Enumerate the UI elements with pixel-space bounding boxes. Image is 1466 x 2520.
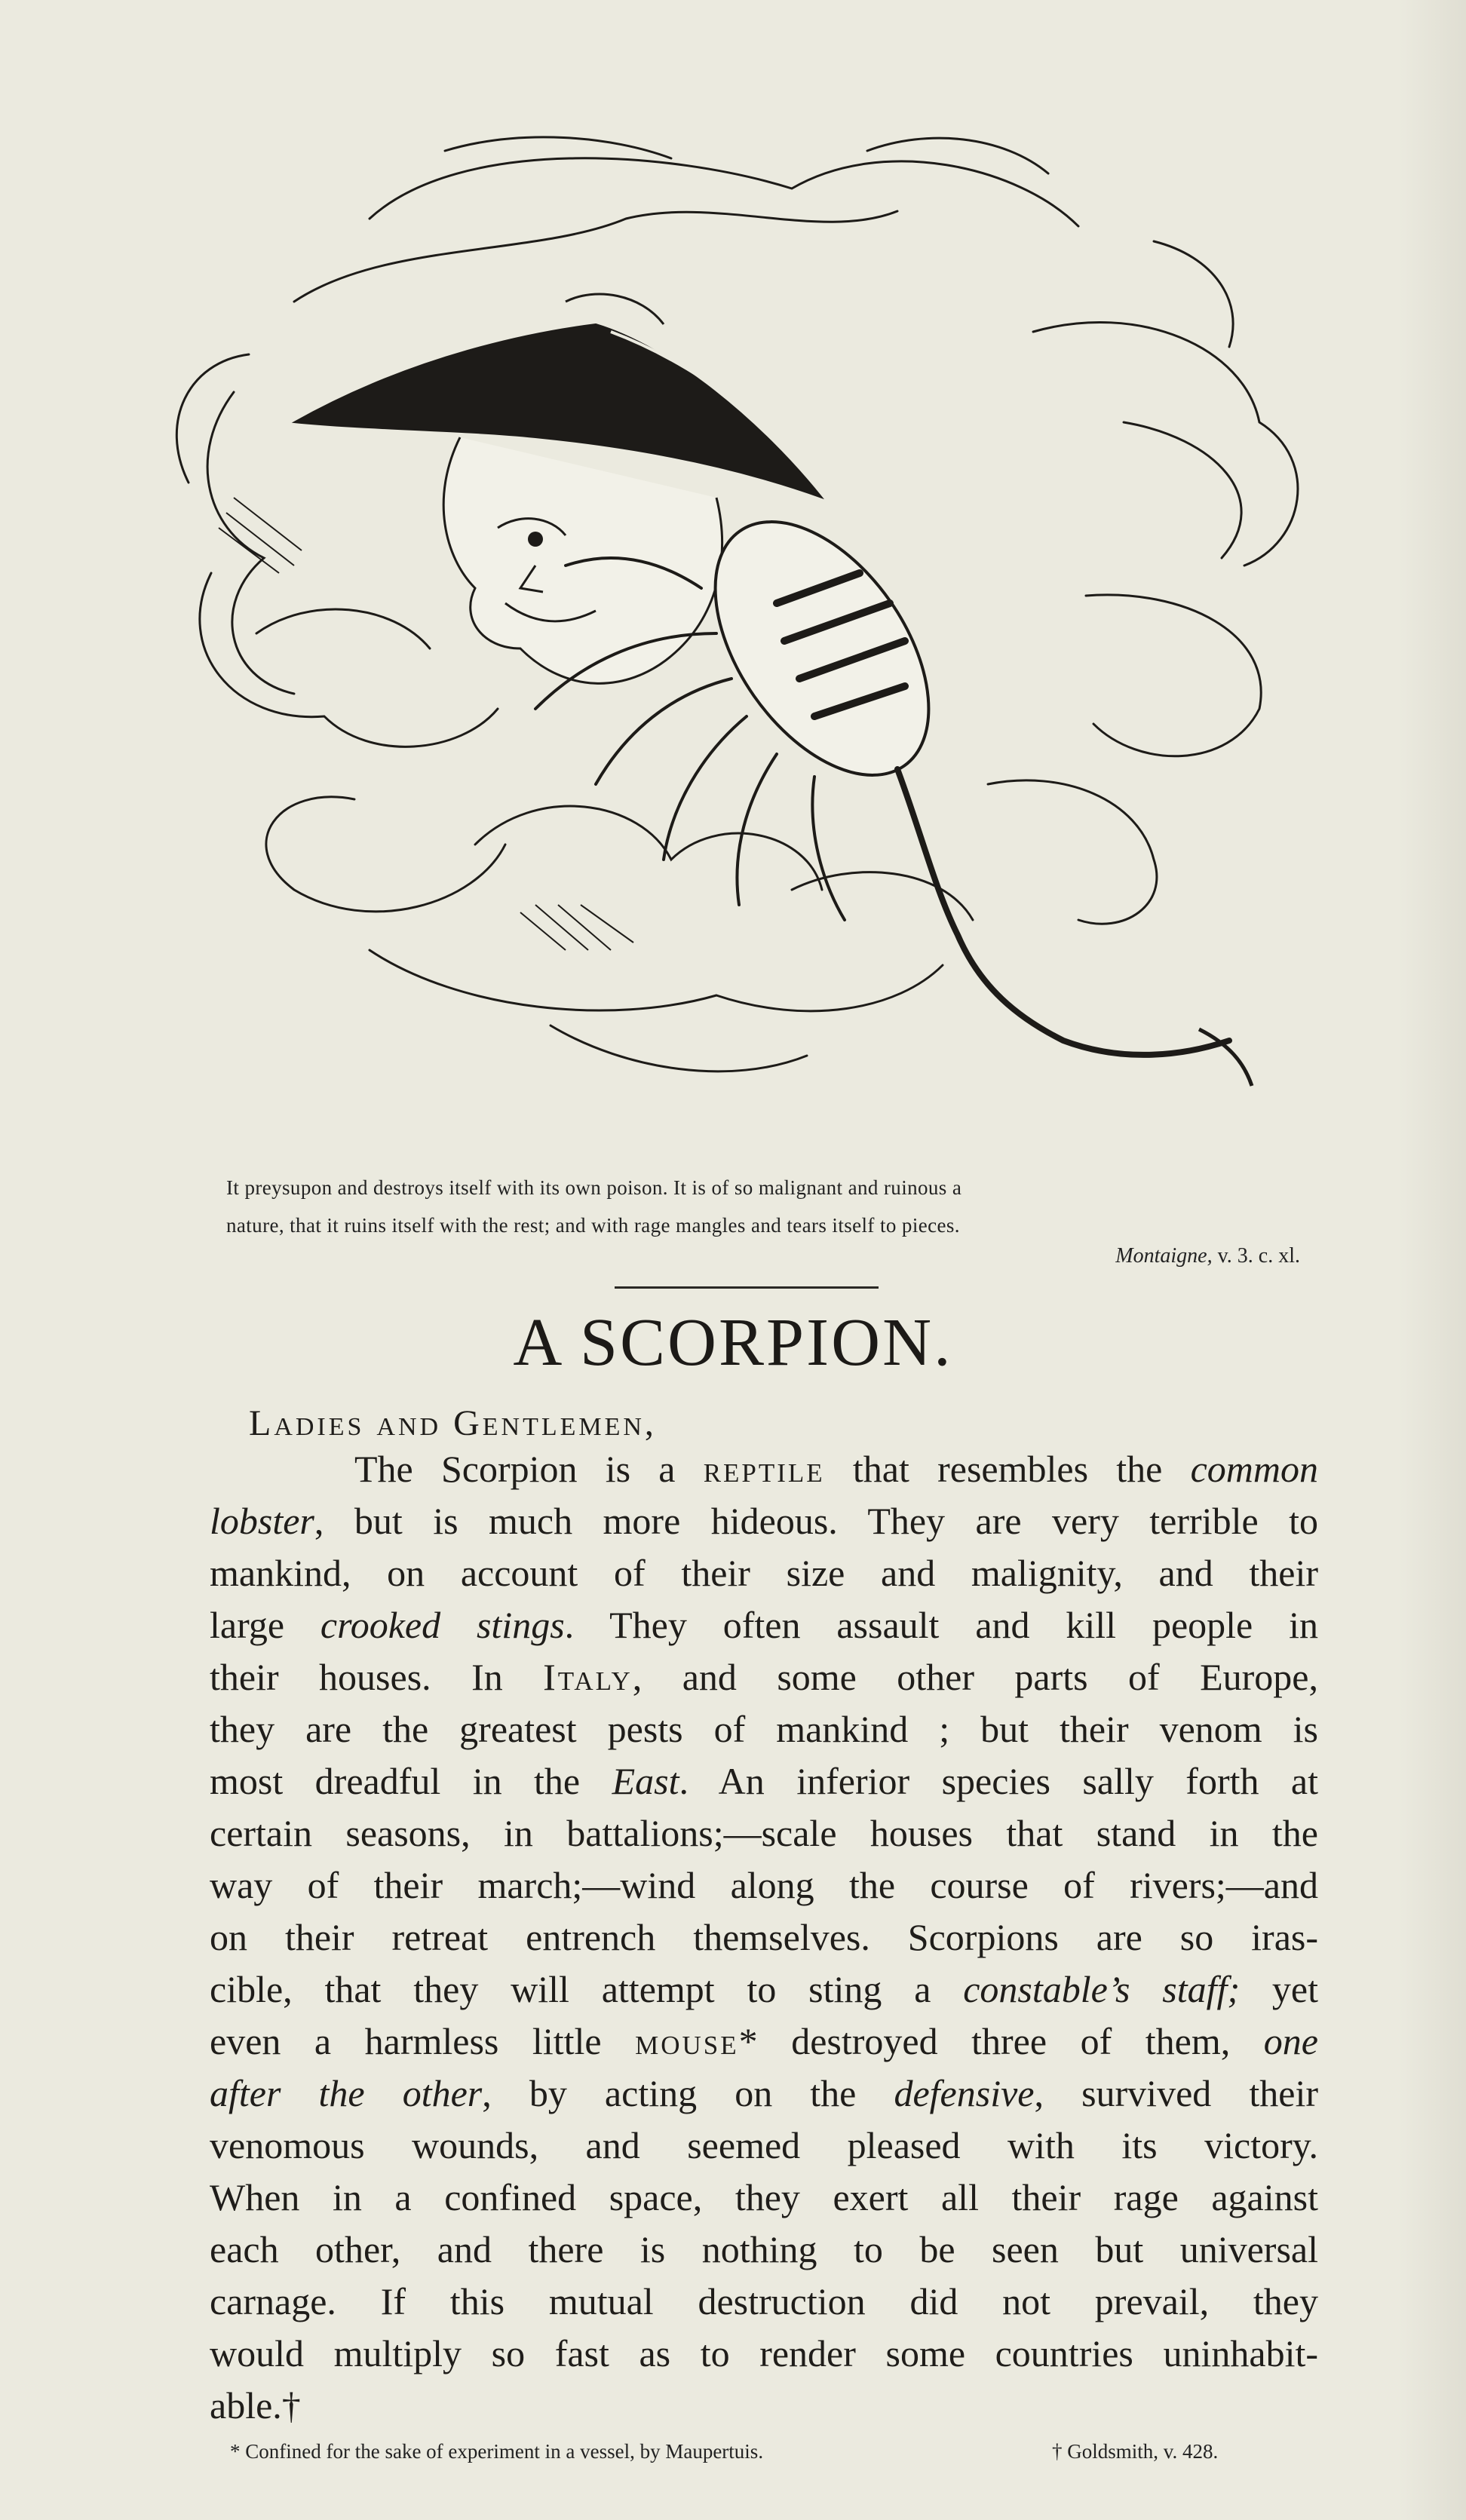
page-title: A SCORPION.: [513, 1305, 953, 1380]
citation-author: Montaigne,: [1115, 1244, 1213, 1268]
title-divider: [615, 1286, 879, 1289]
footnote-goldsmith: † Goldsmith, v. 428.: [1052, 2440, 1219, 2463]
scorpion-illustration: [143, 106, 1365, 1176]
body-line-19: able.†: [210, 2384, 301, 2426]
body-line-14: venomous wounds, and seemed pleased with its victory.: [210, 2124, 1318, 2166]
body-line-16: each other, and there is nothing to be seen but universal: [210, 2228, 1318, 2270]
body-line-5: their houses. In Italy, and some other parts of Europe,: [210, 1656, 1318, 1698]
body-line-17: carnage. If this mutual destruction did not prevail, they: [210, 2280, 1318, 2322]
body-line-6: they are the greatest pests of mankind ; but their venom is: [210, 1708, 1318, 1750]
body-line-18: would multiply so fast as to render some countries uninhabit-: [210, 2332, 1318, 2374]
footnote-maupertuis: * Confined for the sake of experiment in a vessel, by Maupertuis.: [230, 2440, 764, 2463]
body-line-8: certain seasons, in battalions;—scale houses that stand in the: [210, 1812, 1318, 1854]
body-line-7: most dreadful in the East. An inferior species sally forth at: [210, 1760, 1319, 1802]
caption-citation: [1115, 1244, 1300, 1268]
body-line-12: even a harmless little mouse* destroyed three of them, one: [210, 2020, 1318, 2062]
body-line-15: When in a confined space, they exert all their rage against: [210, 2176, 1318, 2218]
page-edge-shadow: [1398, 0, 1466, 2520]
citation-ref: v. 3. c. xl.: [1212, 1244, 1300, 1268]
caption-line-2: nature, that it ruins itself with the rest; and with rage mangles and tears itself to pieces.: [226, 1214, 960, 1237]
salutation: Ladies and Gentlemen,: [249, 1403, 657, 1443]
body-line-4: large crooked stings. They often assault and kill people in: [210, 1604, 1318, 1646]
body-line-2: lobster, but is much more hideous. They are very terrible to: [210, 1500, 1318, 1542]
body-line-13: after the other, by acting on the defensive, survived their: [210, 2072, 1318, 2114]
body-line-3: mankind, on account of their size and malignity, and their: [210, 1552, 1318, 1594]
body-line-1: The Scorpion is a reptile that resembles the common: [354, 1448, 1318, 1490]
body-line-9: way of their march;—wind along the course of rivers;—and: [210, 1864, 1318, 1906]
body-line-10: on their retreat entrench themselves. Scorpions are so iras-: [210, 1916, 1318, 1958]
caption-line-1: It preysupon and destroys itself with its own poison. It is of so malignant and ruinous a: [226, 1176, 962, 1199]
body-line-11: cible, that they will attempt to sting a constable’s staff; yet: [210, 1968, 1318, 2010]
